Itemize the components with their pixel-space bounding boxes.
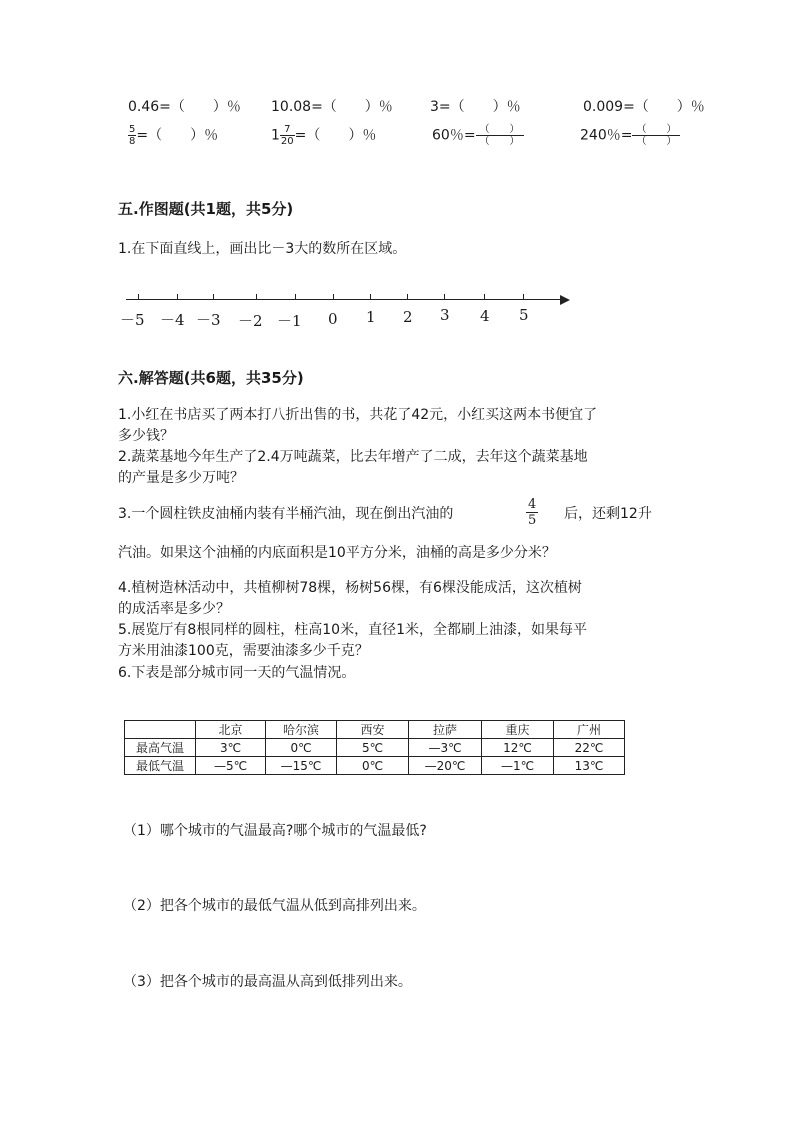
- question-3-line-1: 3.一个圆柱铁皮油桶内装有半桶汽油，现在倒出汽油的: [118, 506, 454, 522]
- question-3-line-2: 汽油。如果这个油桶的内底面积是10平方分米，油桶的高是多少分米？: [118, 545, 556, 561]
- conversion-item-5: $\frac{5}{8}$ =（ ）％: [129, 124, 219, 147]
- blank-fraction: $\frac{( )}{( )}$: [476, 124, 524, 147]
- number-line-tick: [177, 294, 178, 300]
- number-line-label: －4: [160, 311, 185, 329]
- table-cell: 重庆: [482, 721, 554, 739]
- number-line-label: 1: [366, 308, 376, 326]
- temperature-table: [124, 720, 625, 775]
- number-line-tick: [444, 294, 445, 300]
- number-line-label: －1: [277, 312, 302, 330]
- number-line-tick: [213, 294, 214, 300]
- table-cell: 广州: [554, 721, 625, 739]
- number-line-label: －2: [238, 312, 263, 330]
- table-cell: 北京: [196, 721, 266, 739]
- table-cell: —1℃: [482, 757, 554, 775]
- table-cell: —15℃: [266, 757, 337, 775]
- table-cell: —3℃: [409, 739, 482, 757]
- table-row: [125, 757, 625, 775]
- sub-question-3: （3）把各个城市的最高温从高到低排列出来。: [123, 974, 412, 990]
- table-cell: 最高气温: [125, 739, 196, 757]
- number-line-label: 3: [440, 306, 450, 324]
- number-line-label: －5: [120, 311, 145, 329]
- number-line-label: 4: [480, 307, 490, 325]
- question-1: 1.小红在书店买了两本打八折出售的书，共花了42元，小红买这两本书便宜了 多少钱？: [118, 407, 598, 444]
- conversion-item-8: 240％= $\frac{( )}{( )}$: [580, 124, 680, 147]
- number-line: [0, 0, 794, 340]
- sub-question-2: （2）把各个城市的最低气温从低到高排列出来。: [123, 898, 426, 914]
- table-cell: 12℃: [482, 739, 554, 757]
- section-5-heading: 五.作图题(共1题，共5分): [118, 200, 294, 218]
- conversion-item-7: 60％= $\frac{( )}{( )}$: [432, 124, 524, 147]
- number-line-label: 5: [519, 306, 529, 324]
- section-5-question-1: 1.在下面直线上，画出比－3大的数所在区域。: [118, 241, 407, 257]
- number-line-tick: [484, 294, 485, 300]
- question-4: 4.植树造林活动中，共植柳树78棵，杨树56棵，有6棵没能成活，这次植树 的成活率是多少？: [118, 580, 582, 617]
- conversion-item-1: 0.46=（ ）％: [128, 99, 241, 115]
- conversion-item-3: 3=（ ）％: [430, 99, 521, 115]
- number-line-axis: [126, 299, 562, 300]
- table-cell: 5℃: [337, 739, 409, 757]
- conversion-item-6: 1 $\frac{7}{20}$ =（ ）％: [271, 124, 377, 147]
- sub-question-1: （1）哪个城市的气温最高?哪个城市的气温最低?: [123, 823, 427, 839]
- table-cell: —20℃: [409, 757, 482, 775]
- question-5: 5.展览厅有8根同样的圆柱，柱高10米，直径1米，全都刷上油漆，如果每平 方米用油漆100克，需要油漆多少千克？: [118, 622, 587, 659]
- table-cell: 最低气温: [125, 757, 196, 775]
- question-3-line-1-end: 后，还剩12升: [564, 506, 652, 522]
- table-row: [125, 739, 625, 757]
- question-6: 6.下表是部分城市同一天的气温情况。: [118, 665, 356, 681]
- question-3-fraction: 4 5: [528, 497, 537, 528]
- number-line-tick: [138, 294, 139, 300]
- conversion-item-4: 0.009=（ ）％: [583, 99, 705, 115]
- number-line-label: －3: [196, 311, 221, 329]
- fraction: $\frac{5}{8}$: [129, 124, 136, 147]
- table-cell: 拉萨: [409, 721, 482, 739]
- number-line-tick: [370, 294, 371, 300]
- number-line-tick: [523, 294, 524, 300]
- number-line-tick: [295, 294, 296, 300]
- table-cell: 3℃: [196, 739, 266, 757]
- table-cell: 13℃: [554, 757, 625, 775]
- number-line-label: 2: [403, 308, 413, 326]
- number-line-label: 0: [328, 310, 338, 328]
- table-cell: —5℃: [196, 757, 266, 775]
- section-6-heading: 六.解答题(共6题，共35分): [118, 369, 304, 387]
- number-line-tick: [333, 294, 334, 300]
- blank-fraction: $\frac{( )}{( )}$: [632, 124, 680, 147]
- conversion-item-2: 10.08=（ ）％: [271, 99, 393, 115]
- number-line-tick: [407, 294, 408, 300]
- table-cell: 哈尔滨: [266, 721, 337, 739]
- table-cell: 22℃: [554, 739, 625, 757]
- table-cell: [125, 721, 196, 739]
- question-2: 2.蔬菜基地今年生产了2.4万吨蔬菜，比去年增产了二成，去年这个蔬菜基地 的产量是多少万吨？: [118, 449, 588, 486]
- number-line-tick: [256, 294, 257, 300]
- fraction: $\frac{7}{20}$: [280, 124, 294, 147]
- table-cell: 0℃: [337, 757, 409, 775]
- table-header-row: [125, 721, 625, 739]
- table-cell: 西安: [337, 721, 409, 739]
- arrow-right-icon: [560, 295, 570, 305]
- table-cell: 0℃: [266, 739, 337, 757]
